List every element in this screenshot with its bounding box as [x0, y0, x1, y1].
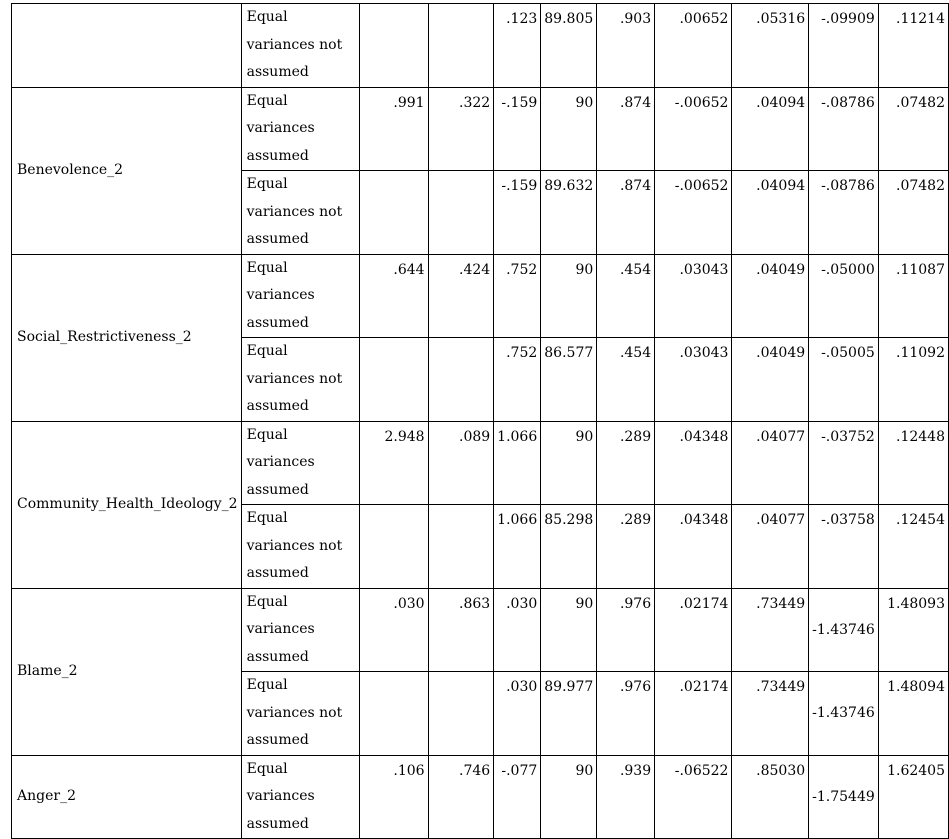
ci-upper-cell: .07482 — [878, 87, 948, 171]
df-cell: 90 — [541, 588, 597, 672]
t-cell: -.159 — [494, 87, 541, 171]
levene-f-cell: .030 — [360, 588, 429, 672]
mean-difference-cell: -.00652 — [655, 171, 732, 255]
ci-upper-cell: .12448 — [878, 421, 948, 505]
t-cell: .752 — [494, 338, 541, 422]
sig-two-tailed-cell: .903 — [597, 4, 655, 88]
sig-two-tailed-cell: .976 — [597, 588, 655, 672]
ci-lower-cell: -.03758 — [809, 505, 879, 589]
variable-name-cell: Blame_2 — [12, 588, 242, 755]
assumption-cell: Equal variances not assumed — [241, 4, 359, 88]
ci-lower-cell: -1.75449 — [809, 755, 879, 839]
ci-upper-cell: .11214 — [878, 4, 948, 88]
levene-f-cell: .991 — [360, 87, 429, 171]
ci-lower-cell: -.05005 — [809, 338, 879, 422]
mean-difference-cell: -.06522 — [655, 755, 732, 839]
assumption-cell: Equal variances assumed — [241, 421, 359, 505]
table-body — [12, 4, 949, 839]
std-error-difference-cell: .73449 — [732, 588, 809, 672]
ci-lower-cell: -.09909 — [809, 4, 879, 88]
ci-upper-cell: 1.48093 — [878, 588, 948, 672]
levene-f-cell — [360, 171, 429, 255]
ci-lower-cell: -.08786 — [809, 171, 879, 255]
df-cell: 90 — [541, 254, 597, 338]
std-error-difference-cell: .85030 — [732, 755, 809, 839]
levene-sig-cell: .424 — [428, 254, 494, 338]
mean-difference-cell: .02174 — [655, 672, 732, 756]
ci-lower-cell: -1.43746 — [809, 588, 879, 672]
table-row — [12, 254, 949, 338]
assumption-cell: Equal variances assumed — [241, 87, 359, 171]
ci-lower-cell: -.03752 — [809, 421, 879, 505]
ci-lower-cell: -.05000 — [809, 254, 879, 338]
df-cell: 89.805 — [541, 4, 597, 88]
levene-sig-cell — [428, 505, 494, 589]
t-cell: .030 — [494, 588, 541, 672]
assumption-cell: Equal variances not assumed — [241, 171, 359, 255]
levene-f-cell: .106 — [360, 755, 429, 839]
assumption-cell: Equal variances not assumed — [241, 338, 359, 422]
table-row — [12, 4, 949, 88]
t-cell: 1.066 — [494, 505, 541, 589]
levene-sig-cell — [428, 338, 494, 422]
variable-name-cell: Social_Restrictiveness_2 — [12, 254, 242, 421]
t-cell: -.159 — [494, 171, 541, 255]
df-cell: 89.977 — [541, 672, 597, 756]
levene-f-cell: 2.948 — [360, 421, 429, 505]
df-cell: 90 — [541, 87, 597, 171]
std-error-difference-cell: .05316 — [732, 4, 809, 88]
mean-difference-cell: .03043 — [655, 338, 732, 422]
sig-two-tailed-cell: .874 — [597, 171, 655, 255]
levene-sig-cell: .863 — [428, 588, 494, 672]
std-error-difference-cell: .04077 — [732, 421, 809, 505]
std-error-difference-cell: .04077 — [732, 505, 809, 589]
sig-two-tailed-cell: .939 — [597, 755, 655, 839]
mean-difference-cell: .00652 — [655, 4, 732, 88]
assumption-cell: Equal variances not assumed — [241, 672, 359, 756]
t-cell: .123 — [494, 4, 541, 88]
levene-f-cell — [360, 4, 429, 88]
df-cell: 86.577 — [541, 338, 597, 422]
variable-name-cell: Benevolence_2 — [12, 87, 242, 254]
ci-upper-cell: .07482 — [878, 171, 948, 255]
t-cell: 1.066 — [494, 421, 541, 505]
variable-name-cell: Community_Health_Ideology_2 — [12, 421, 242, 588]
df-cell: 90 — [541, 755, 597, 839]
assumption-cell: Equal variances assumed — [241, 588, 359, 672]
mean-difference-cell: .03043 — [655, 254, 732, 338]
sig-two-tailed-cell: .874 — [597, 87, 655, 171]
mean-difference-cell: -.00652 — [655, 87, 732, 171]
df-cell: 85.298 — [541, 505, 597, 589]
independent-samples-test-table — [11, 3, 949, 839]
levene-f-cell — [360, 672, 429, 756]
sig-two-tailed-cell: .454 — [597, 338, 655, 422]
assumption-cell: Equal variances assumed — [241, 755, 359, 839]
sig-two-tailed-cell: .976 — [597, 672, 655, 756]
ci-lower-cell: -1.43746 — [809, 672, 879, 756]
table-row — [12, 421, 949, 505]
sig-two-tailed-cell: .289 — [597, 505, 655, 589]
levene-sig-cell — [428, 672, 494, 756]
levene-f-cell — [360, 505, 429, 589]
std-error-difference-cell: .04049 — [732, 254, 809, 338]
std-error-difference-cell: .04094 — [732, 87, 809, 171]
levene-sig-cell — [428, 171, 494, 255]
mean-difference-cell: .04348 — [655, 505, 732, 589]
levene-sig-cell: .322 — [428, 87, 494, 171]
table-row — [12, 87, 949, 171]
mean-difference-cell: .02174 — [655, 588, 732, 672]
ci-upper-cell: .12454 — [878, 505, 948, 589]
ci-upper-cell: 1.48094 — [878, 672, 948, 756]
t-cell: .752 — [494, 254, 541, 338]
table-row — [12, 588, 949, 672]
sig-two-tailed-cell: .454 — [597, 254, 655, 338]
variable-name-cell — [12, 4, 242, 88]
df-cell: 90 — [541, 421, 597, 505]
t-cell: -.077 — [494, 755, 541, 839]
ci-upper-cell: .11087 — [878, 254, 948, 338]
variable-name-cell: Anger_2 — [12, 755, 242, 839]
levene-f-cell: .644 — [360, 254, 429, 338]
levene-f-cell — [360, 338, 429, 422]
assumption-cell: Equal variances not assumed — [241, 505, 359, 589]
mean-difference-cell: .04348 — [655, 421, 732, 505]
assumption-cell: Equal variances assumed — [241, 254, 359, 338]
levene-sig-cell — [428, 4, 494, 88]
t-cell: .030 — [494, 672, 541, 756]
ci-lower-cell: -.08786 — [809, 87, 879, 171]
ci-upper-cell: 1.62405 — [878, 755, 948, 839]
ci-upper-cell: .11092 — [878, 338, 948, 422]
levene-sig-cell: .089 — [428, 421, 494, 505]
df-cell: 89.632 — [541, 171, 597, 255]
levene-sig-cell: .746 — [428, 755, 494, 839]
std-error-difference-cell: .04094 — [732, 171, 809, 255]
std-error-difference-cell: .04049 — [732, 338, 809, 422]
sig-two-tailed-cell: .289 — [597, 421, 655, 505]
std-error-difference-cell: .73449 — [732, 672, 809, 756]
table-row — [12, 755, 949, 839]
